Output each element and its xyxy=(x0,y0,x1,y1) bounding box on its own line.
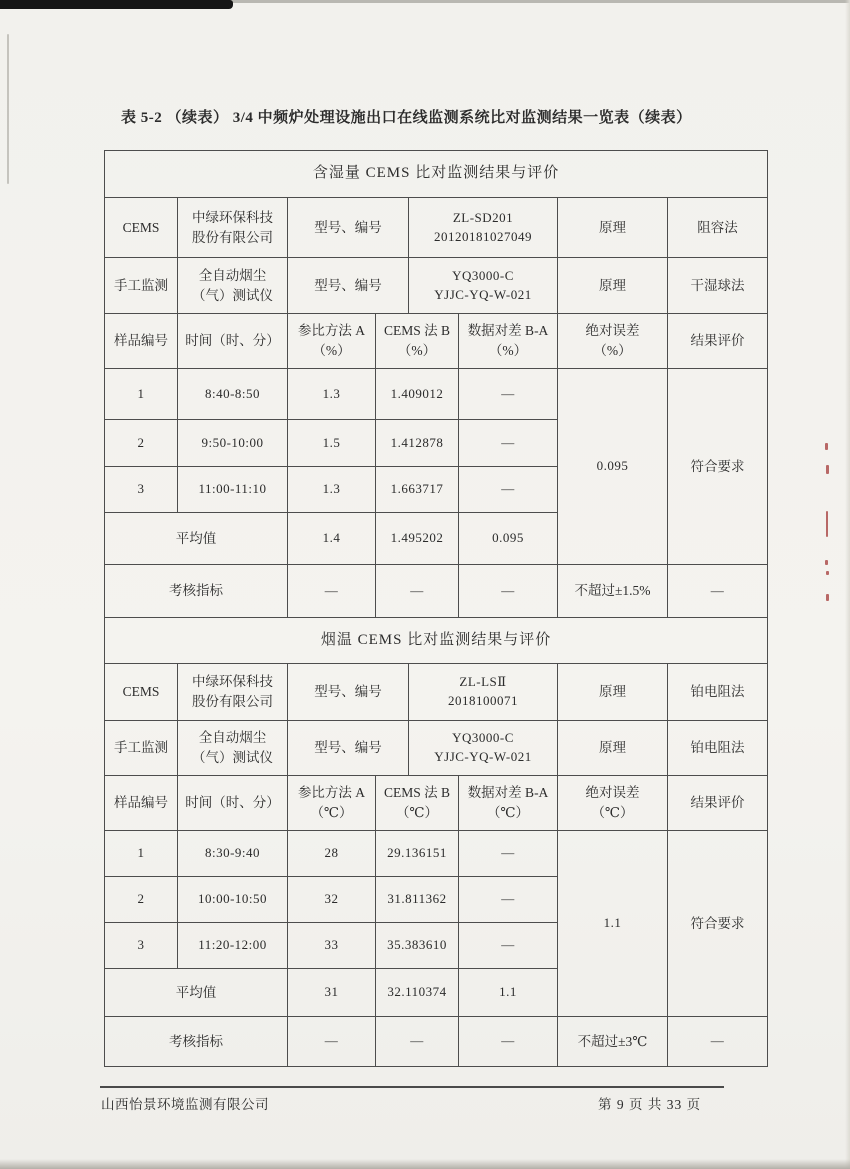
cems-value-cell: 32.110374 xyxy=(376,969,459,1017)
col-header-ref: 参比方法 A （%） xyxy=(288,314,376,369)
abs-error-limit-cell: 不超过±3℃ xyxy=(558,1017,668,1067)
col-header-cems: CEMS 法 B （%） xyxy=(376,314,459,369)
ref-value-cell: 1.5 xyxy=(288,420,376,467)
principle-value-cell: 铂电阻法 xyxy=(668,664,768,721)
col-header-time: 时间（时、分） xyxy=(178,314,288,369)
principle-value-cell: 阻容法 xyxy=(668,198,768,258)
diff-cell: 0.095 xyxy=(459,513,558,565)
col-header-abs-error: 绝对误差 （℃） xyxy=(558,776,668,831)
temperature-cems-table xyxy=(104,617,768,1067)
col-header-evaluation: 结果评价 xyxy=(668,314,768,369)
average-label-cell: 平均值 xyxy=(105,513,288,565)
vendor-cell: 中绿环保科技 股份有限公司 xyxy=(178,198,288,258)
sample-row xyxy=(105,831,768,877)
vendor-cell: 全自动烟尘 （气）测试仪 xyxy=(178,721,288,776)
equip-type-cell: 手工监测 xyxy=(105,721,178,776)
time-cell: 11:00-11:10 xyxy=(178,467,288,513)
assessment-label-cell: 考核指标 xyxy=(105,1017,288,1067)
principle-label-cell: 原理 xyxy=(558,198,668,258)
ref-value-cell: 33 xyxy=(288,923,376,969)
model-value-cell: YQ3000-C YJJC-YQ-W-021 xyxy=(409,721,558,776)
abs-error-cell: 1.1 xyxy=(558,831,668,1017)
scan-edge-bottom xyxy=(0,1159,850,1169)
abs-error-cell: 0.095 xyxy=(558,369,668,565)
time-cell: 10:00-10:50 xyxy=(178,877,288,923)
time-cell: 8:40-8:50 xyxy=(178,369,288,420)
diff-cell: — xyxy=(459,923,558,969)
diff-cell: 1.1 xyxy=(459,969,558,1017)
sample-no-cell: 2 xyxy=(105,420,178,467)
assessment-row xyxy=(105,565,768,618)
col-header-evaluation: 结果评价 xyxy=(668,776,768,831)
col-header-time: 时间（时、分） xyxy=(178,776,288,831)
comparison-tables xyxy=(104,150,767,1067)
red-ink-mark xyxy=(825,443,828,450)
col-header-diff: 数据对差 B-A （%） xyxy=(459,314,558,369)
model-label-cell: 型号、编号 xyxy=(288,664,409,721)
diff-cell: — xyxy=(459,467,558,513)
time-cell: 9:50-10:00 xyxy=(178,420,288,467)
cems-value-cell: 29.136151 xyxy=(376,831,459,877)
ref-value-cell: — xyxy=(288,1017,376,1067)
model-value-cell: YQ3000-C YJJC-YQ-W-021 xyxy=(409,258,558,314)
section-title: 烟温 CEMS 比对监测结果与评价 xyxy=(105,618,768,664)
equipment-row-manual xyxy=(105,258,768,314)
red-ink-mark xyxy=(826,594,829,601)
red-ink-mark xyxy=(826,465,829,474)
diff-cell: — xyxy=(459,1017,558,1067)
model-label-cell: 型号、编号 xyxy=(288,198,409,258)
footer-company: 山西怡景环境监测有限公司 xyxy=(101,1097,269,1112)
cems-value-cell: 1.495202 xyxy=(376,513,459,565)
assessment-row xyxy=(105,1017,768,1067)
scan-artifact-top-left xyxy=(0,0,233,9)
equip-type-cell: 手工监测 xyxy=(105,258,178,314)
vendor-cell: 中绿环保科技 股份有限公司 xyxy=(178,664,288,721)
evaluation-cell: 符合要求 xyxy=(668,369,768,565)
cems-value-cell: — xyxy=(376,565,459,618)
ref-value-cell: — xyxy=(288,565,376,618)
column-header-row xyxy=(105,314,768,369)
col-header-sample: 样品编号 xyxy=(105,314,178,369)
average-label-cell: 平均值 xyxy=(105,969,288,1017)
red-ink-mark xyxy=(826,511,828,537)
evaluation-cell: — xyxy=(668,1017,768,1067)
assessment-label-cell: 考核指标 xyxy=(105,565,288,618)
sample-no-cell: 1 xyxy=(105,831,178,877)
footer-page-number: 第 9 页 共 33 页 xyxy=(598,1097,702,1112)
cems-value-cell: 1.412878 xyxy=(376,420,459,467)
section-header-row xyxy=(105,151,768,198)
cems-value-cell: — xyxy=(376,1017,459,1067)
col-header-abs-error: 绝对误差 （%） xyxy=(558,314,668,369)
red-ink-mark xyxy=(825,560,828,565)
col-header-cems: CEMS 法 B （℃） xyxy=(376,776,459,831)
sample-no-cell: 3 xyxy=(105,923,178,969)
model-value-cell: ZL-SD201 20120181027049 xyxy=(409,198,558,258)
ref-value-cell: 1.3 xyxy=(288,467,376,513)
principle-label-cell: 原理 xyxy=(558,258,668,314)
equipment-row-manual xyxy=(105,721,768,776)
sample-no-cell: 1 xyxy=(105,369,178,420)
evaluation-cell: 符合要求 xyxy=(668,831,768,1017)
scan-edge-right xyxy=(845,0,850,1169)
equip-type-cell: CEMS xyxy=(105,664,178,721)
diff-cell: — xyxy=(459,565,558,618)
evaluation-cell: — xyxy=(668,565,768,618)
scan-artifact-left-line xyxy=(7,34,9,184)
ref-value-cell: 32 xyxy=(288,877,376,923)
ref-value-cell: 31 xyxy=(288,969,376,1017)
diff-cell: — xyxy=(459,831,558,877)
sample-no-cell: 3 xyxy=(105,467,178,513)
abs-error-limit-cell: 不超过±1.5% xyxy=(558,565,668,618)
col-header-ref: 参比方法 A （℃） xyxy=(288,776,376,831)
sample-row xyxy=(105,369,768,420)
col-header-diff: 数据对差 B-A （℃） xyxy=(459,776,558,831)
model-label-cell: 型号、编号 xyxy=(288,258,409,314)
ref-value-cell: 1.4 xyxy=(288,513,376,565)
equipment-row-cems xyxy=(105,198,768,258)
col-header-sample: 样品编号 xyxy=(105,776,178,831)
sample-no-cell: 2 xyxy=(105,877,178,923)
principle-value-cell: 干湿球法 xyxy=(668,258,768,314)
page-title: 表 5-2 （续表） 3/4 中频炉处理设施出口在线监测系统比对监测结果一览表（续表） xyxy=(121,110,692,126)
footer-divider xyxy=(100,1086,724,1088)
moisture-cems-table xyxy=(104,150,768,618)
vendor-cell: 全自动烟尘 （气）测试仪 xyxy=(178,258,288,314)
cems-value-cell: 1.663717 xyxy=(376,467,459,513)
ref-value-cell: 1.3 xyxy=(288,369,376,420)
cems-value-cell: 1.409012 xyxy=(376,369,459,420)
ref-value-cell: 28 xyxy=(288,831,376,877)
principle-value-cell: 铂电阻法 xyxy=(668,721,768,776)
principle-label-cell: 原理 xyxy=(558,664,668,721)
model-value-cell: ZL-LSⅡ 2018100071 xyxy=(409,664,558,721)
diff-cell: — xyxy=(459,877,558,923)
section-title: 含湿量 CEMS 比对监测结果与评价 xyxy=(105,151,768,198)
model-label-cell: 型号、编号 xyxy=(288,721,409,776)
principle-label-cell: 原理 xyxy=(558,721,668,776)
red-ink-mark xyxy=(826,571,829,575)
section-header-row xyxy=(105,618,768,664)
diff-cell: — xyxy=(459,420,558,467)
cems-value-cell: 35.383610 xyxy=(376,923,459,969)
cems-value-cell: 31.811362 xyxy=(376,877,459,923)
diff-cell: — xyxy=(459,369,558,420)
equipment-row-cems xyxy=(105,664,768,721)
equip-type-cell: CEMS xyxy=(105,198,178,258)
time-cell: 8:30-9:40 xyxy=(178,831,288,877)
column-header-row xyxy=(105,776,768,831)
time-cell: 11:20-12:00 xyxy=(178,923,288,969)
